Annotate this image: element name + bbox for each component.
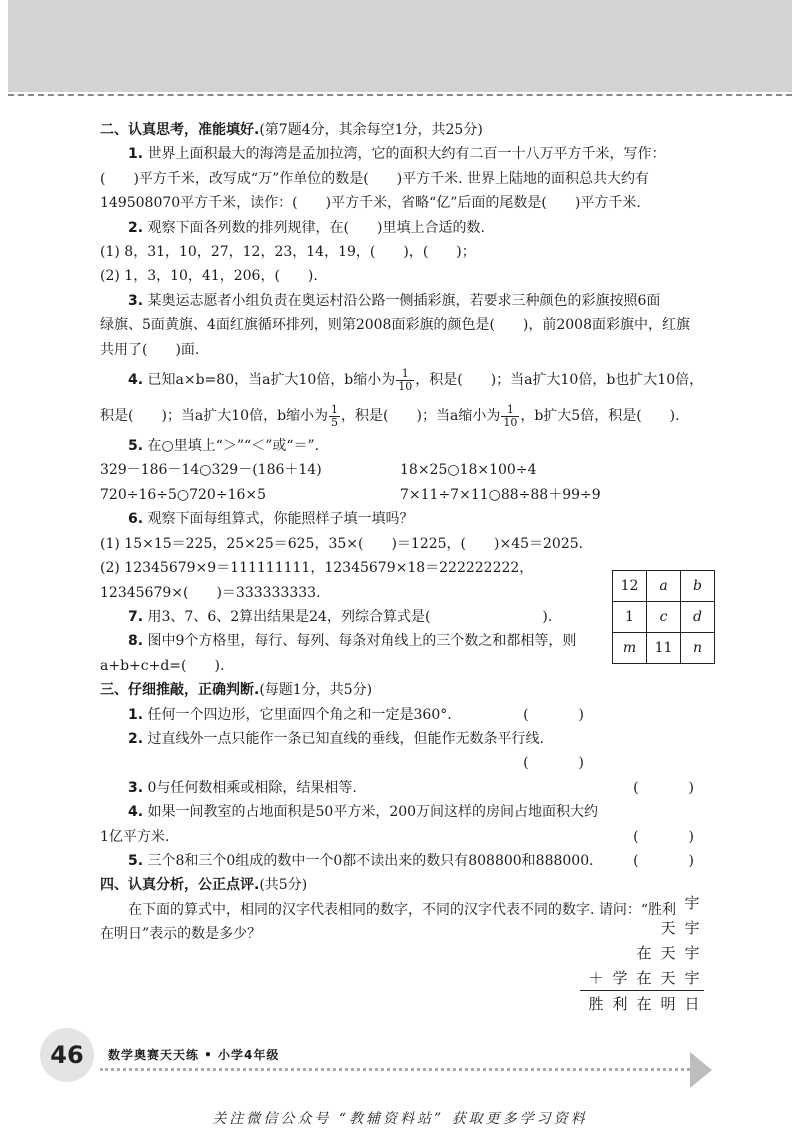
grid-cell: 1 [613, 602, 647, 633]
answer-paren[interactable]: ( ) [633, 852, 712, 869]
book-title: 数学奥赛天天练 • 小学4年级 [108, 1048, 280, 1062]
fraction: $\frac{1}{5}$ [331, 402, 339, 429]
answer-paren[interactable]: ( ) [523, 706, 602, 723]
q5-line1: 5. 在○里填上“＞”“＜”或“＝”. [128, 438, 320, 455]
q1-line3: 149508070平方千米，读作：( )平方千米，省略“亿”后面的尾数是( )平方千米. [100, 195, 641, 212]
q4-line2: 积是( )；当a扩大10倍，b缩小为 $\frac{1}{5}$ ，积是( )；当a缩小为 $\frac{1}{10}$ ，b扩大5倍，积是( ). [100, 402, 680, 429]
q8-line2: a+b+c+d=( ). [100, 657, 225, 674]
answer-paren[interactable]: ( ) [633, 779, 712, 796]
magic-square-grid [612, 570, 715, 664]
answer-paren[interactable]: ( ) [633, 828, 712, 845]
section-3-heading: 三、仔细推敲，正确判断.(每题1分，共5分) [100, 682, 373, 699]
footer-divider [100, 1068, 690, 1071]
page-number: 46 [40, 1028, 94, 1082]
header-divider [8, 94, 792, 96]
s4-line1: 在下面的算式中，相同的汉字代表相同的数字，不同的汉字代表不同的数字. 请问：“胜利 [128, 901, 677, 918]
q6-line3: (2) 12345679×9＝111111111，12345679×18＝222222222， [100, 560, 534, 577]
grid-cell: 12 [613, 571, 647, 602]
q6-line2: (1) 15×15＝225，25×25＝625，35×( )＝1225，( )×45＝2025. [100, 535, 584, 552]
section-2-heading: 二、认真思考，准能填好.(第7题4分，其余每空1分，共25分) [100, 122, 483, 138]
s4-line2: 在明日”表示的数是多少？ [100, 926, 262, 943]
bottom-note: 关注微信公众号 “教辅资料站” 获取更多学习资料 [212, 1111, 588, 1127]
q6-line4: 12345679×( )＝333333333. [100, 584, 321, 601]
judge-item-2: 2. 过直线外一点只能作一条已知直线的垂线，但能作无数条平行线. [128, 730, 544, 747]
q5-row2: 720÷16÷5○720÷16×5 7×11÷7×11○88÷88＋99÷9 [100, 486, 601, 503]
q2-line2: (1) 8，31，10，27，12，23，14，19，( )，( )； [100, 244, 476, 261]
puzzle-row: 宇 [684, 894, 700, 912]
fraction: $\frac{1}{10}$ [398, 366, 413, 393]
grid-cell: n [681, 633, 715, 664]
q4-line1: 4. 已知a×b=80，当a扩大10倍，b缩小为 $\frac{1}{10}$ ，积是( )；当a扩大10倍，b也扩大10倍， [128, 366, 704, 393]
grid-cell: m [613, 633, 647, 664]
puzzle-row: 在 天 宇 [636, 944, 700, 962]
puzzle-row: 天 宇 [660, 919, 700, 937]
judge-item-3: 3. 0与任何数相乘或相除，结果相等. ( ) [100, 776, 712, 800]
grid-cell: 11 [647, 633, 681, 664]
answer-paren[interactable]: ( ) [523, 755, 602, 772]
q1-line2: ( )平方千米，改写成“万”作单位的数是( )平方千米. 世界上陆地的面积总共大约有 [100, 170, 650, 187]
q6-line1: 6. 观察下面每组算式，你能照样子填一填吗？ [128, 511, 414, 528]
grid-cell: b [681, 571, 715, 602]
q3-line2: 绿旗、5面黄旗、4面红旗循环排列，则第2008面彩旗的颜色是( )，前2008面彩旗中，红旗 [100, 317, 690, 334]
worksheet-content [100, 118, 712, 947]
judge-item-4-line2: 1亿平方米. ( ) [100, 825, 712, 849]
q7-line1: 7. 用3、7、6、2算出结果是24，列综合算式是( ). [128, 608, 553, 625]
section-4-heading: 四、认真分析，公正点评.(共5分) [100, 877, 308, 894]
judge-item-2-paren-line [100, 751, 712, 775]
q1-line1: 1. 世界上面积最大的海湾是孟加拉湾，它的面积大约有二百一十八万平方千米，写作： [128, 146, 666, 163]
arrow-icon [690, 1052, 712, 1088]
header-band [8, 0, 792, 92]
fraction: $\frac{1}{10}$ [503, 402, 518, 429]
q2-line1: 2. 观察下面各列数的排列规律，在( )里填上合适的数. [128, 219, 485, 236]
q8-line1: 8. 图中9个方格里，每行、每列、每条对角线上的三个数之和都相等，则 [128, 633, 577, 650]
judge-item-4: 4. 如果一间教室的占地面积是50平方米，200万间这样的房间占地面积大约 [128, 804, 599, 821]
addition-puzzle [574, 890, 704, 1016]
judge-item-5: 5. 三个8和三个0组成的数中一个0都不读出来的数只有808800和888000. ( ) [100, 849, 712, 873]
grid-cell: d [681, 602, 715, 633]
judge-item-1: 1. 任何一个四边形，它里面四个角之和一定是360°. ( ) [100, 703, 712, 727]
puzzle-result-row: 胜 利 在 明 日 [588, 995, 700, 1013]
q5-row1: 329－186－14○329－(186＋14) 18×25○18×100÷4 [100, 462, 537, 479]
grid-cell: c [647, 602, 681, 633]
puzzle-row: ＋ 学 在 天 宇 [588, 969, 700, 987]
q2-line3: (2) 1，3，10，41，206，( ). [100, 268, 318, 285]
q3-line1: 3. 某奥运志愿者小组负责在奥运村沿公路一侧插彩旗，若要求三种颜色的彩旗按照6面 [128, 292, 661, 309]
grid-cell: a [647, 571, 681, 602]
q3-line3: 共用了( )面. [100, 341, 200, 358]
